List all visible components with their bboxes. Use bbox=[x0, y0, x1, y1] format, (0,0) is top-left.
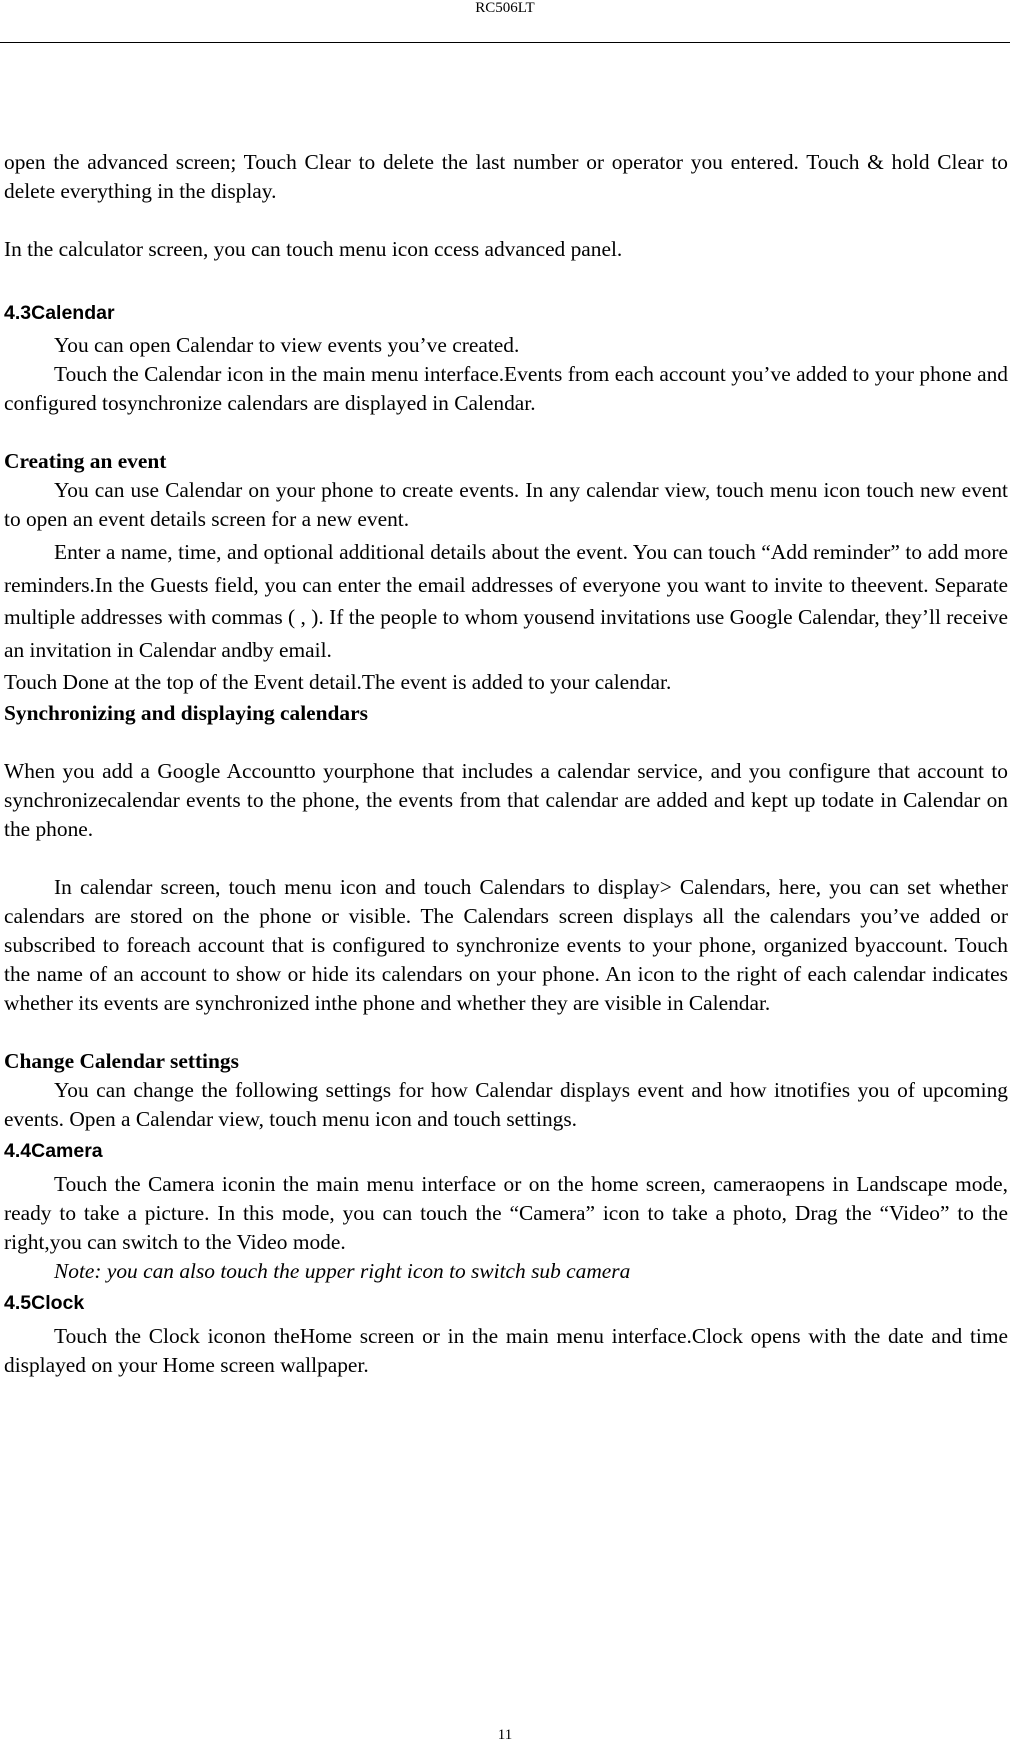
page-number: 11 bbox=[497, 1727, 513, 1743]
section-heading-camera: 4.4Camera bbox=[4, 1139, 103, 1162]
header-rule bbox=[0, 42, 1010, 43]
creating-paragraph-2: Enter a name, time, and optional additional details about the event. You can touch “Add reminder” to add more reminders.In the Guests field, you can enter the email addresses of everyone you want to invite to theevent. Separate multiple addresses with commas ( , ). If the people to whom yousend invitations use Google Calendar, they’ll receive an invitation in Calendar andby email. bbox=[4, 540, 1008, 662]
section-heading-clock: 4.5Clock bbox=[4, 1291, 85, 1314]
camera-paragraph-1: Touch the Camera iconin the main menu interface or on the home screen, cameraopens in Landscape mode, ready to take a picture. In this mode, you can touch the “Camera” icon to take a photo, Drag the “Video” to the right,you can switch to the Video mode. bbox=[4, 1171, 1008, 1254]
section-heading-calendar: 4.3Calendar bbox=[4, 302, 115, 324]
calculator-paragraph-2: In the calculator screen, you can touch menu icon ccess advanced panel. bbox=[4, 237, 623, 261]
camera-note: Note: you can also touch the upper right icon to switch sub camera bbox=[54, 1258, 631, 1283]
page-header bbox=[0, 0, 1010, 16]
calendar-paragraph-2: Touch the Calendar icon in the main menu interface.Events from each account you’ve added to your phone and configured tosynchronize calendars are displayed in Calendar. bbox=[4, 362, 1008, 415]
calendar-paragraph-1: You can open Calendar to view events you’ve created. bbox=[54, 333, 520, 357]
settings-paragraph-1: You can change the following settings for how Calendar displays event and how itnotifies you of upcoming events. Open a Calendar view, touch menu icon and touch settings. bbox=[4, 1077, 1008, 1131]
subheading-calendar-settings: Change Calendar settings bbox=[4, 1048, 239, 1073]
clock-paragraph-1: Touch the Clock iconon theHome screen or in the main menu interface.Clock opens with the date and time displayed on your Home screen wallpaper. bbox=[4, 1323, 1008, 1377]
sync-paragraph-1: When you add a Google Accountto yourphone that includes a calendar service, and you configure that account to synchronizecalendar events to the phone, the events from that calendar are added and kept up todate in Calendar on the phone. bbox=[4, 758, 1008, 841]
subheading-creating-event: Creating an event bbox=[4, 449, 167, 473]
creating-paragraph-3: Touch Done at the top of the Event detail.The event is added to your calendar. bbox=[4, 670, 672, 694]
sync-paragraph-2: In calendar screen, touch menu icon and touch Calendars to display> Calendars, here, you can set whether calendars are stored on the phone or visible. The Calendars screen displays all the calendars you’ve added or subscribed to foreach account that is configured to synchronize events to your phone, organized byaccount. Touch the name of an account to show or hide its calendars on your phone. An icon to the right of each calendar indicates whether its events are synchronized inthe phone and whether they are visible in Calendar. bbox=[4, 874, 1008, 1015]
subheading-sync-calendars: Synchronizing and displaying calendars bbox=[4, 700, 368, 725]
page-footer bbox=[0, 1727, 1010, 1743]
page-content bbox=[4, 148, 1008, 1380]
calculator-paragraph-1: open the advanced screen; Touch Clear to delete the last number or operator you entered. Touch & hold Clear to delete everything in the display. bbox=[4, 150, 1008, 203]
creating-paragraph-1: You can use Calendar on your phone to create events. In any calendar view, touch menu icon touch new event to open an event details screen for a new event. bbox=[4, 478, 1008, 531]
header-model: RC506LT bbox=[475, 0, 535, 16]
